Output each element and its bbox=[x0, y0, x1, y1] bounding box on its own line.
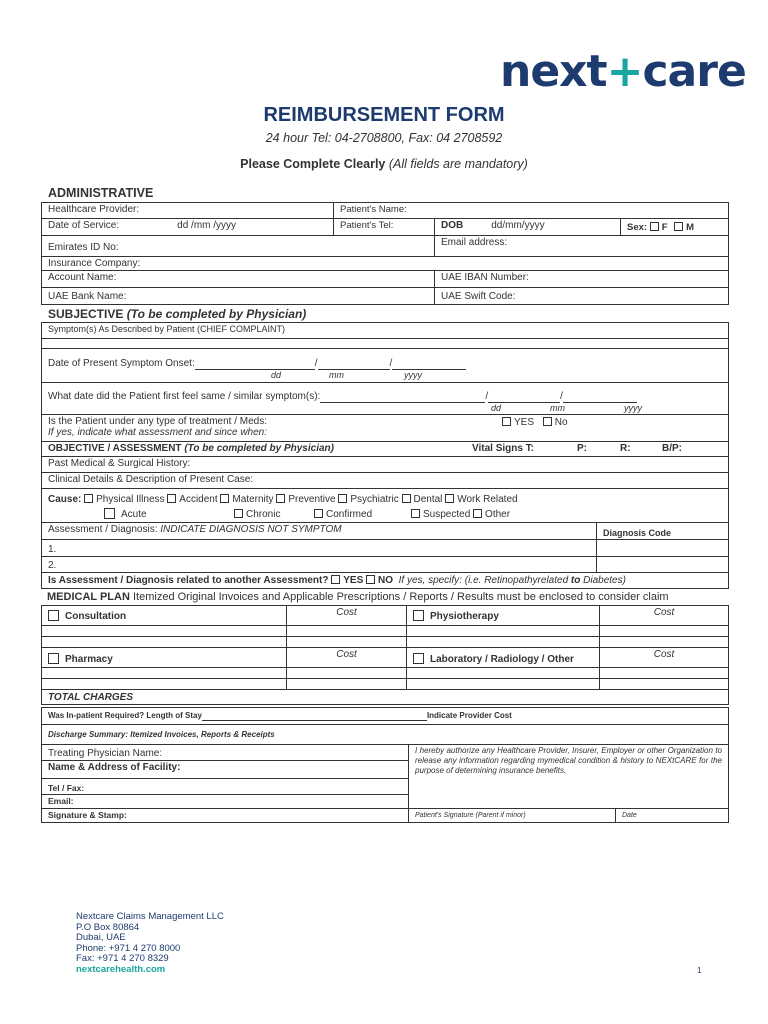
sex-m-label: M bbox=[686, 222, 695, 233]
consultation-cost-1[interactable] bbox=[287, 626, 407, 637]
subjective-note: (To be completed by Physician) bbox=[126, 307, 307, 321]
related-question: Is Assessment / Diagnosis related to another Assessment? bbox=[48, 575, 332, 586]
cause-maternity-checkbox[interactable] bbox=[220, 494, 229, 503]
related-note-a: If yes, specify: (i.e. Retinopathyrelated bbox=[398, 575, 571, 586]
contact-line: 24 hour Tel: 04-2708800, Fax: 04 2708592 bbox=[265, 131, 503, 145]
consultation-line-2[interactable] bbox=[42, 637, 287, 648]
treatment-no-label: No bbox=[554, 417, 568, 428]
symptoms-line[interactable] bbox=[42, 339, 729, 349]
physiotherapy-cost[interactable]: Cost bbox=[600, 606, 729, 626]
laboratory-cost-2[interactable] bbox=[600, 679, 729, 690]
pharmacy-line-2[interactable] bbox=[42, 679, 287, 690]
total-charges-field[interactable]: TOTAL CHARGES bbox=[42, 690, 729, 705]
medical-plan-heading bbox=[47, 591, 728, 603]
nextcare-logo bbox=[500, 46, 746, 97]
pharmacy-cost[interactable]: Cost bbox=[287, 648, 407, 668]
discharge-table bbox=[41, 707, 729, 823]
diagnosis-code-header: Diagnosis Code bbox=[597, 523, 729, 540]
inpatient-label: Was In-patient Required? Length of Stay bbox=[48, 711, 202, 720]
account-name-field[interactable]: Account Name: bbox=[42, 271, 435, 288]
pharmacy-cost-1[interactable] bbox=[287, 668, 407, 679]
cause-work-label: Work Related bbox=[457, 494, 518, 505]
pharmacy-checkbox[interactable] bbox=[48, 653, 59, 664]
related-no-label: NO bbox=[378, 575, 394, 586]
consultation-row bbox=[42, 606, 287, 626]
cause-acute-checkbox[interactable] bbox=[104, 508, 115, 519]
consultation-cost[interactable]: Cost bbox=[287, 606, 407, 626]
vital-signs-p[interactable]: P: bbox=[577, 443, 587, 454]
assessment-note: INDICATE DIAGNOSIS NOT SYMPTOM bbox=[160, 524, 342, 535]
cause-accident-checkbox[interactable] bbox=[167, 494, 176, 503]
vital-signs-r[interactable]: R: bbox=[620, 443, 631, 454]
discharge-summary-field[interactable]: Discharge Summary: Itemized Invoices, Reports & Receipts bbox=[42, 725, 729, 745]
cause-chronic-checkbox[interactable] bbox=[234, 509, 243, 518]
cause-confirmed-label: Confirmed bbox=[326, 509, 373, 520]
tel-fax-field[interactable]: Tel / Fax: bbox=[42, 779, 409, 795]
assessment-field[interactable] bbox=[42, 523, 597, 540]
cause-dental-label: Dental bbox=[413, 494, 443, 505]
onset-field[interactable] bbox=[42, 349, 729, 383]
page-number: 1 bbox=[697, 966, 702, 975]
laboratory-label: Laboratory / Radiology / Other bbox=[430, 654, 574, 665]
iban-field[interactable]: UAE IBAN Number: bbox=[435, 271, 729, 288]
cause-dental-checkbox[interactable] bbox=[402, 494, 411, 503]
cause-other-checkbox[interactable] bbox=[473, 509, 482, 518]
cause-maternity-label: Maternity bbox=[232, 494, 274, 505]
medical-plan-table bbox=[41, 605, 729, 705]
laboratory-checkbox[interactable] bbox=[413, 653, 424, 664]
treatment-no-checkbox[interactable] bbox=[543, 417, 552, 426]
treatment-note: If yes, indicate what assessment and since when: bbox=[48, 427, 268, 438]
cause-field[interactable] bbox=[42, 489, 729, 523]
physiotherapy-checkbox[interactable] bbox=[413, 610, 424, 621]
date-of-service-label: Date of Service: bbox=[48, 220, 120, 231]
diagnosis-line-1[interactable]: 1. bbox=[42, 540, 597, 557]
consultation-label: Consultation bbox=[65, 611, 127, 622]
patient-name-field[interactable]: Patient's Name: bbox=[334, 203, 729, 219]
logo-text-care: care bbox=[642, 46, 746, 97]
authorization-space bbox=[409, 779, 729, 795]
insurance-company-field[interactable]: Insurance Company: bbox=[42, 257, 729, 271]
subjective-heading: SUBJECTIVE bbox=[48, 307, 124, 321]
vital-signs-t[interactable]: Vital Signs T: bbox=[472, 443, 535, 454]
medical-plan-label: MEDICAL PLAN bbox=[47, 591, 130, 603]
onset-dd: dd bbox=[271, 370, 282, 380]
physiotherapy-row bbox=[407, 606, 600, 626]
cause-work-checkbox[interactable] bbox=[445, 494, 454, 503]
laboratory-cost[interactable]: Cost bbox=[600, 648, 729, 668]
footer-website-link[interactable]: nextcarehealth.com bbox=[76, 963, 166, 975]
logo-plus: + bbox=[606, 46, 643, 97]
facility-email-field[interactable]: Email: bbox=[42, 795, 409, 809]
healthcare-provider-field[interactable]: Healthcare Provider: bbox=[42, 203, 334, 219]
footer-city: Dubai, UAE bbox=[76, 932, 126, 943]
cause-physical-label: Physical Illness bbox=[96, 494, 165, 505]
cause-suspected-label: Suspected bbox=[423, 509, 471, 520]
onset-mm: mm bbox=[329, 370, 344, 380]
form-title: REIMBURSEMENT FORM bbox=[263, 104, 505, 126]
dob-field[interactable] bbox=[435, 219, 621, 236]
objective-heading: OBJECTIVE / ASSESSMENT bbox=[48, 443, 182, 454]
objective-note: (To be completed by Physician) bbox=[184, 443, 334, 454]
laboratory-row bbox=[407, 648, 600, 668]
cause-acute-label: Acute bbox=[121, 509, 147, 520]
cause-suspected-checkbox[interactable] bbox=[411, 509, 420, 518]
diagnosis-code-1[interactable] bbox=[597, 540, 729, 557]
cause-confirmed-checkbox[interactable] bbox=[314, 509, 323, 518]
swift-code-field[interactable]: UAE Swift Code: bbox=[435, 288, 729, 305]
footer-fax: Fax: +971 4 270 8329 bbox=[76, 953, 169, 964]
logo-text-next: next bbox=[500, 46, 607, 97]
related-note-to: to bbox=[570, 575, 581, 586]
onset-label: Date of Present Symptom Onset: bbox=[48, 358, 195, 369]
related-assessment-field[interactable] bbox=[42, 573, 729, 589]
onset-yyyy: yyyy bbox=[404, 370, 422, 380]
treating-physician-field[interactable]: Treating Physician Name: bbox=[42, 745, 409, 761]
first-feel-yyyy: yyyy bbox=[624, 403, 642, 413]
footer-company: Nextcare Claims Management LLC bbox=[76, 911, 224, 922]
sex-label: Sex: bbox=[627, 222, 650, 233]
physiotherapy-cost-1[interactable] bbox=[600, 626, 729, 637]
related-yes-label: YES bbox=[343, 575, 364, 586]
treatment-field[interactable] bbox=[42, 415, 729, 442]
physiotherapy-line-1[interactable] bbox=[407, 626, 600, 637]
date-of-service-field[interactable] bbox=[42, 219, 334, 236]
clinical-details-field[interactable]: Clinical Details & Description of Present Case: bbox=[42, 473, 729, 489]
cause-psychiatric-label: Psychiatric bbox=[350, 494, 399, 505]
emirates-id-field[interactable]: Emirates ID No: bbox=[42, 236, 435, 257]
clinical-table bbox=[41, 322, 729, 589]
first-feel-slash-2: / bbox=[560, 391, 563, 402]
cause-psychiatric-checkbox[interactable] bbox=[338, 494, 347, 503]
admin-table bbox=[41, 202, 729, 305]
patient-tel-field[interactable]: Patient's Tel: bbox=[334, 219, 435, 236]
pharmacy-line-1[interactable] bbox=[42, 668, 287, 679]
signature-date-field[interactable]: Date bbox=[616, 809, 729, 823]
inpatient-field[interactable] bbox=[42, 708, 729, 725]
pharmacy-cost-2[interactable] bbox=[287, 679, 407, 690]
laboratory-line-1[interactable] bbox=[407, 668, 600, 679]
assessment-label: Assessment / Diagnosis: bbox=[48, 524, 161, 535]
signature-stamp-field[interactable]: Signature & Stamp: bbox=[42, 809, 409, 823]
first-feel-label: What date did the Patient first feel same / similar symptom(s): bbox=[48, 391, 321, 402]
treatment-yes-checkbox[interactable] bbox=[502, 417, 511, 426]
diagnosis-code-2[interactable] bbox=[597, 557, 729, 573]
authorization-text: I hereby authorize any Healthcare Provider, Insurer, Employer or other Organization to release any information regarding mymedical condition & history to NEXtCARE for the purpose of determining insurance benefits. bbox=[409, 745, 729, 779]
cause-other-label: Other bbox=[485, 509, 511, 520]
diagnosis-line-2[interactable]: 2. bbox=[42, 557, 597, 573]
physiotherapy-cost-2[interactable] bbox=[600, 637, 729, 648]
treatment-label: Is the Patient under any type of treatment / Meds: bbox=[48, 416, 268, 427]
treatment-yes-label: YES bbox=[514, 417, 535, 428]
cause-preventive-checkbox[interactable] bbox=[276, 494, 285, 503]
consultation-cost-2[interactable] bbox=[287, 637, 407, 648]
date-of-service-format: dd /mm /yyyy bbox=[177, 220, 237, 231]
sex-f-checkbox[interactable] bbox=[650, 222, 659, 231]
related-note-b: Diabetes) bbox=[580, 575, 626, 586]
laboratory-cost-1[interactable] bbox=[600, 668, 729, 679]
footer-phone: Phone: +971 4 270 8000 bbox=[76, 942, 181, 954]
first-feel-field[interactable] bbox=[42, 383, 729, 415]
first-feel-mm: mm bbox=[550, 403, 565, 413]
cause-preventive-label: Preventive bbox=[288, 494, 336, 505]
cause-label: Cause: bbox=[48, 494, 82, 505]
footer-po: P.O Box 80864 bbox=[76, 921, 140, 933]
cause-physical-checkbox[interactable] bbox=[84, 494, 93, 503]
onset-slash-2: / bbox=[389, 358, 393, 369]
sex-m-checkbox[interactable] bbox=[674, 222, 683, 231]
medical-plan-note: Itemized Original Invoices and Applicable Prescriptions / Reports / Results must be enclosed to consider claim bbox=[132, 591, 669, 603]
cause-chronic-label: Chronic bbox=[246, 509, 281, 520]
sex-field[interactable] bbox=[621, 219, 729, 236]
reimbursement-form bbox=[41, 202, 728, 823]
dob-label: DOB bbox=[441, 220, 464, 231]
instruction-italic: (All fields are mandatory) bbox=[388, 157, 528, 171]
related-yes-checkbox[interactable] bbox=[331, 575, 340, 584]
bank-name-field[interactable]: UAE Bank Name: bbox=[42, 288, 435, 305]
physiotherapy-line-2[interactable] bbox=[407, 637, 600, 648]
past-history-field[interactable]: Past Medical & Surgical History: bbox=[42, 457, 729, 473]
email-field[interactable]: Email address: bbox=[435, 236, 729, 257]
dob-format: dd/mm/yyyy bbox=[491, 220, 545, 231]
instruction-line bbox=[0, 157, 768, 171]
section-administrative: ADMINISTRATIVE bbox=[48, 186, 154, 200]
section-subjective bbox=[48, 307, 728, 321]
facility-field[interactable]: Name & Address of Facility: bbox=[42, 761, 409, 779]
instruction-bold: Please Complete Clearly bbox=[240, 157, 386, 171]
footer-address bbox=[76, 912, 224, 975]
laboratory-line-2[interactable] bbox=[407, 679, 600, 690]
cause-accident-label: Accident bbox=[179, 494, 218, 505]
related-no-checkbox[interactable] bbox=[366, 575, 375, 584]
consultation-checkbox[interactable] bbox=[48, 610, 59, 621]
objective-header-row bbox=[42, 442, 729, 457]
pharmacy-label: Pharmacy bbox=[65, 654, 113, 665]
signature-space bbox=[409, 795, 729, 809]
onset-slash-1: / bbox=[314, 358, 318, 369]
physiotherapy-label: Physiotherapy bbox=[430, 611, 499, 622]
first-feel-dd: dd bbox=[491, 403, 502, 413]
vital-signs-bp[interactable]: B/P: bbox=[662, 443, 682, 454]
first-feel-slash-1: / bbox=[485, 391, 489, 402]
pharmacy-row bbox=[42, 648, 287, 668]
patient-signature-field[interactable]: Patient's Signature (Parent if minor) bbox=[409, 809, 616, 823]
symptoms-field[interactable]: Symptom(s) As Described by Patient (CHIEF COMPLAINT) bbox=[42, 323, 729, 339]
sex-f-label: F bbox=[661, 222, 668, 233]
consultation-line-1[interactable] bbox=[42, 626, 287, 637]
provider-cost-label: Indicate Provider Cost bbox=[426, 711, 512, 720]
